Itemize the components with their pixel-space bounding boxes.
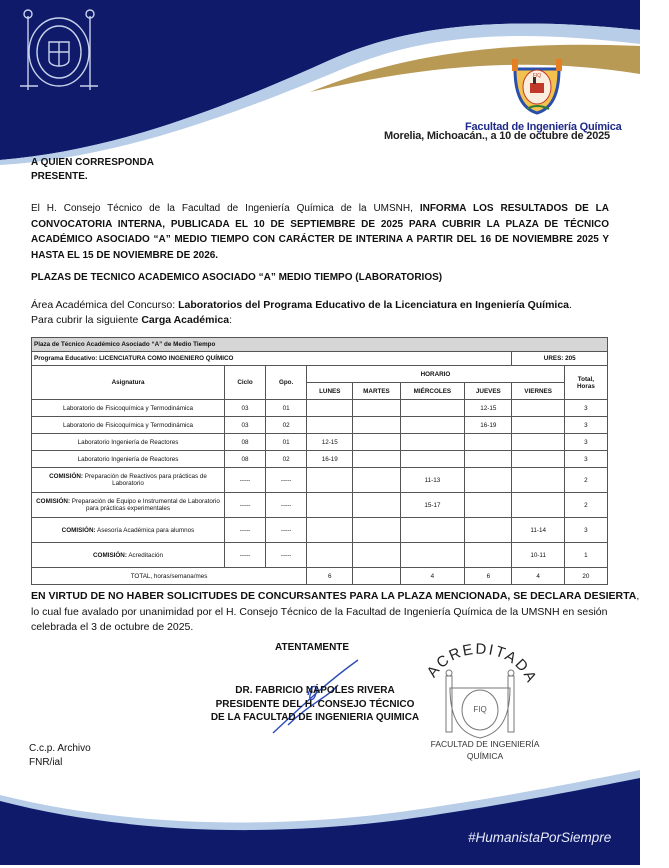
cell-total: 3: [564, 451, 607, 468]
cell-miercoles: [400, 417, 465, 434]
cell-asignatura: [32, 417, 225, 434]
row-prefix: COMISIÓN:: [49, 473, 84, 480]
program-name: Programa Educativo: LICENCIATURA COMO INGENIERO QUÍMICO: [32, 352, 512, 366]
row-name: Preparación de Equipo e Instrumental de Laboratorio para prácticas experimentales: [70, 498, 220, 512]
cell-total: 1: [564, 543, 607, 568]
cell-jueves: [465, 518, 512, 543]
cell-martes: [353, 543, 400, 568]
cell-asignatura: [32, 400, 225, 417]
header-row-1: [32, 366, 608, 383]
table-row: [32, 400, 608, 417]
cell-total: 3: [564, 518, 607, 543]
cell-lunes: [307, 417, 353, 434]
table-title-row: [32, 338, 608, 352]
faculty-name: Facultad de Ingeniería Química: [465, 121, 622, 133]
col-total: [564, 366, 607, 400]
area-label: Área Académica del Concurso:: [31, 299, 179, 311]
col-total-line1: Total,: [577, 375, 595, 383]
table-row: [32, 451, 608, 468]
total-lunes: 6: [307, 568, 353, 585]
table-row: [32, 518, 608, 543]
cell-viernes: [512, 493, 564, 518]
cell-gpo: 02: [266, 417, 307, 434]
ccp-block: [29, 742, 91, 770]
stamp-label: [430, 738, 540, 762]
total-horas: 20: [564, 568, 607, 585]
col-miercoles: MIÉRCOLES: [400, 383, 465, 400]
cell-martes: [353, 400, 400, 417]
row-name: Laboratorio Ingeniería de Reactores: [77, 438, 179, 446]
cell-lunes: [307, 543, 353, 568]
intro-paragraph: [31, 201, 609, 263]
table-row: [32, 543, 608, 568]
table-row: [32, 468, 608, 493]
cell-miercoles: [400, 434, 465, 451]
cell-martes: [353, 451, 400, 468]
col-total-line2: Horas: [576, 382, 595, 390]
row-prefix: COMISIÓN:: [36, 498, 71, 505]
cell-gpo: -----: [266, 518, 307, 543]
cell-ciclo: -----: [225, 543, 266, 568]
col-lunes: LUNES: [307, 383, 353, 400]
intro-normal-text: El H. Consejo Técnico de la Facultad de Ingeniería Química de la UMSNH,: [31, 203, 420, 214]
cell-total: 2: [564, 493, 607, 518]
atentamente: ATENTAMENTE: [275, 642, 350, 653]
salutation: [31, 156, 154, 184]
signer-position-1: PRESIDENTE DEL H. CONSEJO TÉCNICO: [215, 698, 415, 710]
declaration-normal: , lo cual fue avalado por unanimidad por el H. Consejo Técnico de la Facultad de Ingeniería Química de la UMSNH en sesión celebrada el 3 de octubre de 2025.: [31, 590, 640, 633]
svg-text:FIQ: FIQ: [532, 73, 542, 79]
umsnh-seal-icon: [16, 6, 102, 94]
table-row: [32, 417, 608, 434]
cell-jueves: [465, 434, 512, 451]
cell-gpo: -----: [266, 468, 307, 493]
cell-jueves: [465, 493, 512, 518]
row-prefix: COMISIÓN:: [93, 551, 127, 559]
stamp-label-1: FACULTAD DE INGENIERÍA: [430, 739, 540, 749]
svg-text:FIQ: FIQ: [473, 705, 487, 714]
cell-miercoles: 15-17: [400, 493, 465, 518]
cell-viernes: [512, 400, 564, 417]
row-name: Laboratorio Ingeniería de Reactores: [77, 455, 179, 463]
cell-martes: [353, 518, 400, 543]
salutation-line-2: PRESENTE.: [31, 171, 88, 182]
footer-hashtag: #HumanistaPorSiempre: [468, 830, 612, 845]
cell-asignatura: [32, 543, 225, 568]
fiq-logo-icon: [509, 55, 565, 117]
ccp-line-2: FNR/ial: [29, 757, 63, 768]
totals-row: [32, 568, 608, 585]
signer-position-2: DE LA FACULTAD DE INGENIERIA QUIMICA: [210, 712, 420, 723]
cell-total: 2: [564, 468, 607, 493]
area-period: .: [569, 299, 572, 311]
cell-lunes: 16-19: [307, 451, 353, 468]
svg-text:ACREDITADA: ACREDITADA: [423, 640, 540, 687]
plazas-heading: PLAZAS DE TECNICO ACADEMICO ASOCIADO “A” MEDIO TIEMPO (LABORATORIOS): [31, 272, 443, 283]
row-prefix: COMISIÓN:: [61, 526, 96, 534]
col-gpo: Gpo.: [266, 366, 307, 400]
cell-miercoles: [400, 400, 465, 417]
cell-viernes: [512, 468, 564, 493]
cell-asignatura: [32, 493, 225, 518]
declaration-paragraph: [31, 589, 641, 636]
total-miercoles: 4: [400, 568, 465, 585]
cell-ciclo: -----: [225, 493, 266, 518]
cell-gpo: 01: [266, 400, 307, 417]
cell-ciclo: 03: [225, 417, 266, 434]
cell-martes: [353, 493, 400, 518]
cell-ciclo: -----: [225, 518, 266, 543]
row-name: Laboratorio de Fisicoquímica y Termodinámica: [62, 404, 194, 412]
cell-jueves: [465, 468, 512, 493]
col-ciclo: Ciclo: [225, 366, 266, 400]
cell-jueves: 16-19: [465, 417, 512, 434]
table-title: Plaza de Técnico Académico Asociado “A” de Medio Tiempo: [32, 338, 608, 352]
cell-viernes: 10-11: [512, 543, 564, 568]
signature-block: [195, 684, 435, 725]
total-viernes: 4: [512, 568, 564, 585]
cell-gpo: -----: [266, 543, 307, 568]
cell-jueves: [465, 451, 512, 468]
cell-asignatura: [32, 434, 225, 451]
stamp-label-2: QUÍMICA: [466, 751, 504, 761]
cell-martes: [353, 468, 400, 493]
cell-miercoles: [400, 518, 465, 543]
cell-lunes: [307, 468, 353, 493]
col-horario: HORARIO: [307, 366, 565, 383]
cell-lunes: [307, 400, 353, 417]
cell-miercoles: [400, 451, 465, 468]
intro-bold-text: INFORMA LOS RESULTADOS DE LA CONVOCATORIA INTERNA, PUBLICADA EL 10 DE SEPTIEMBRE DE 2025 PARA CUBRIR LA PLAZA DE TÉCNICO ACADÉMICO ASOCIADO “A” MEDIO TIEMPO CON CARÁCTER DE INTERINA A PARTIR DEL 16 DE NOVIEMBRE 2025 Y HASTA EL 15 DE NOVIEMBRE DE 2026.: [31, 203, 609, 261]
col-martes: MARTES: [353, 383, 400, 400]
carga-suffix: :: [229, 314, 232, 326]
cell-viernes: 11-14: [512, 518, 564, 543]
signer-name: DR. FABRICIO NÁPOLES RIVERA: [235, 685, 395, 696]
cell-ciclo: 03: [225, 400, 266, 417]
program-row: [32, 352, 608, 366]
declaration-bold: EN VIRTUD DE NO HABER SOLICITUDES DE CONCURSANTES PARA LA PLAZA MENCIONADA, SE DECLARA DESIERTA: [31, 590, 637, 602]
cell-total: 3: [564, 434, 607, 451]
col-viernes: VIERNES: [512, 383, 564, 400]
row-name: Acreditación: [126, 551, 163, 559]
cell-asignatura: [32, 518, 225, 543]
cell-ciclo: 08: [225, 451, 266, 468]
area-value: Laboratorios del Programa Educativo de la Licenciatura en Ingeniería Química: [178, 299, 570, 311]
place-date: Morelia, Michoacán., a 10 de octubre de 2025: [384, 130, 610, 142]
cell-viernes: [512, 451, 564, 468]
cell-asignatura: [32, 451, 225, 468]
ccp-line-1: C.c.p. Archivo: [29, 743, 91, 754]
totals-label: TOTAL, horas/semana/mes: [32, 568, 307, 585]
cell-ciclo: -----: [225, 468, 266, 493]
cell-viernes: [512, 417, 564, 434]
col-asignatura: Asignatura: [32, 366, 225, 400]
cell-martes: [353, 434, 400, 451]
row-name: Laboratorio de Fisicoquímica y Termodinámica: [62, 421, 194, 429]
carga-prefix: Para cubrir la siguiente: [31, 314, 142, 326]
cell-gpo: 01: [266, 434, 307, 451]
cell-martes: [353, 417, 400, 434]
cell-lunes: [307, 493, 353, 518]
col-jueves: JUEVES: [465, 383, 512, 400]
table-row: [32, 493, 608, 518]
cell-total: 3: [564, 417, 607, 434]
total-jueves: 6: [465, 568, 512, 585]
row-name: Asesoría Académica para alumnos: [95, 526, 195, 534]
cell-ciclo: 08: [225, 434, 266, 451]
total-martes: [353, 568, 400, 585]
cell-gpo: -----: [266, 493, 307, 518]
footer-wave-banner: [0, 770, 640, 865]
salutation-line-1: A QUIEN CORRESPONDA: [31, 157, 154, 168]
cell-miercoles: [400, 543, 465, 568]
carga-academica-table: [31, 337, 608, 585]
area-academica: [31, 298, 631, 328]
cell-asignatura: [32, 468, 225, 493]
cell-miercoles: 11-13: [400, 468, 465, 493]
cell-total: 3: [564, 400, 607, 417]
cell-gpo: 02: [266, 451, 307, 468]
cell-jueves: [465, 543, 512, 568]
cell-jueves: 12-15: [465, 400, 512, 417]
cell-viernes: [512, 434, 564, 451]
carga-bold: Carga Académica: [141, 314, 230, 326]
cell-lunes: [307, 518, 353, 543]
row-name: Preparación de Reactivos para prácticas de Laboratorio: [83, 473, 207, 487]
cell-lunes: 12-15: [307, 434, 353, 451]
ures-value: URES: 205: [512, 352, 608, 366]
table-row: [32, 434, 608, 451]
